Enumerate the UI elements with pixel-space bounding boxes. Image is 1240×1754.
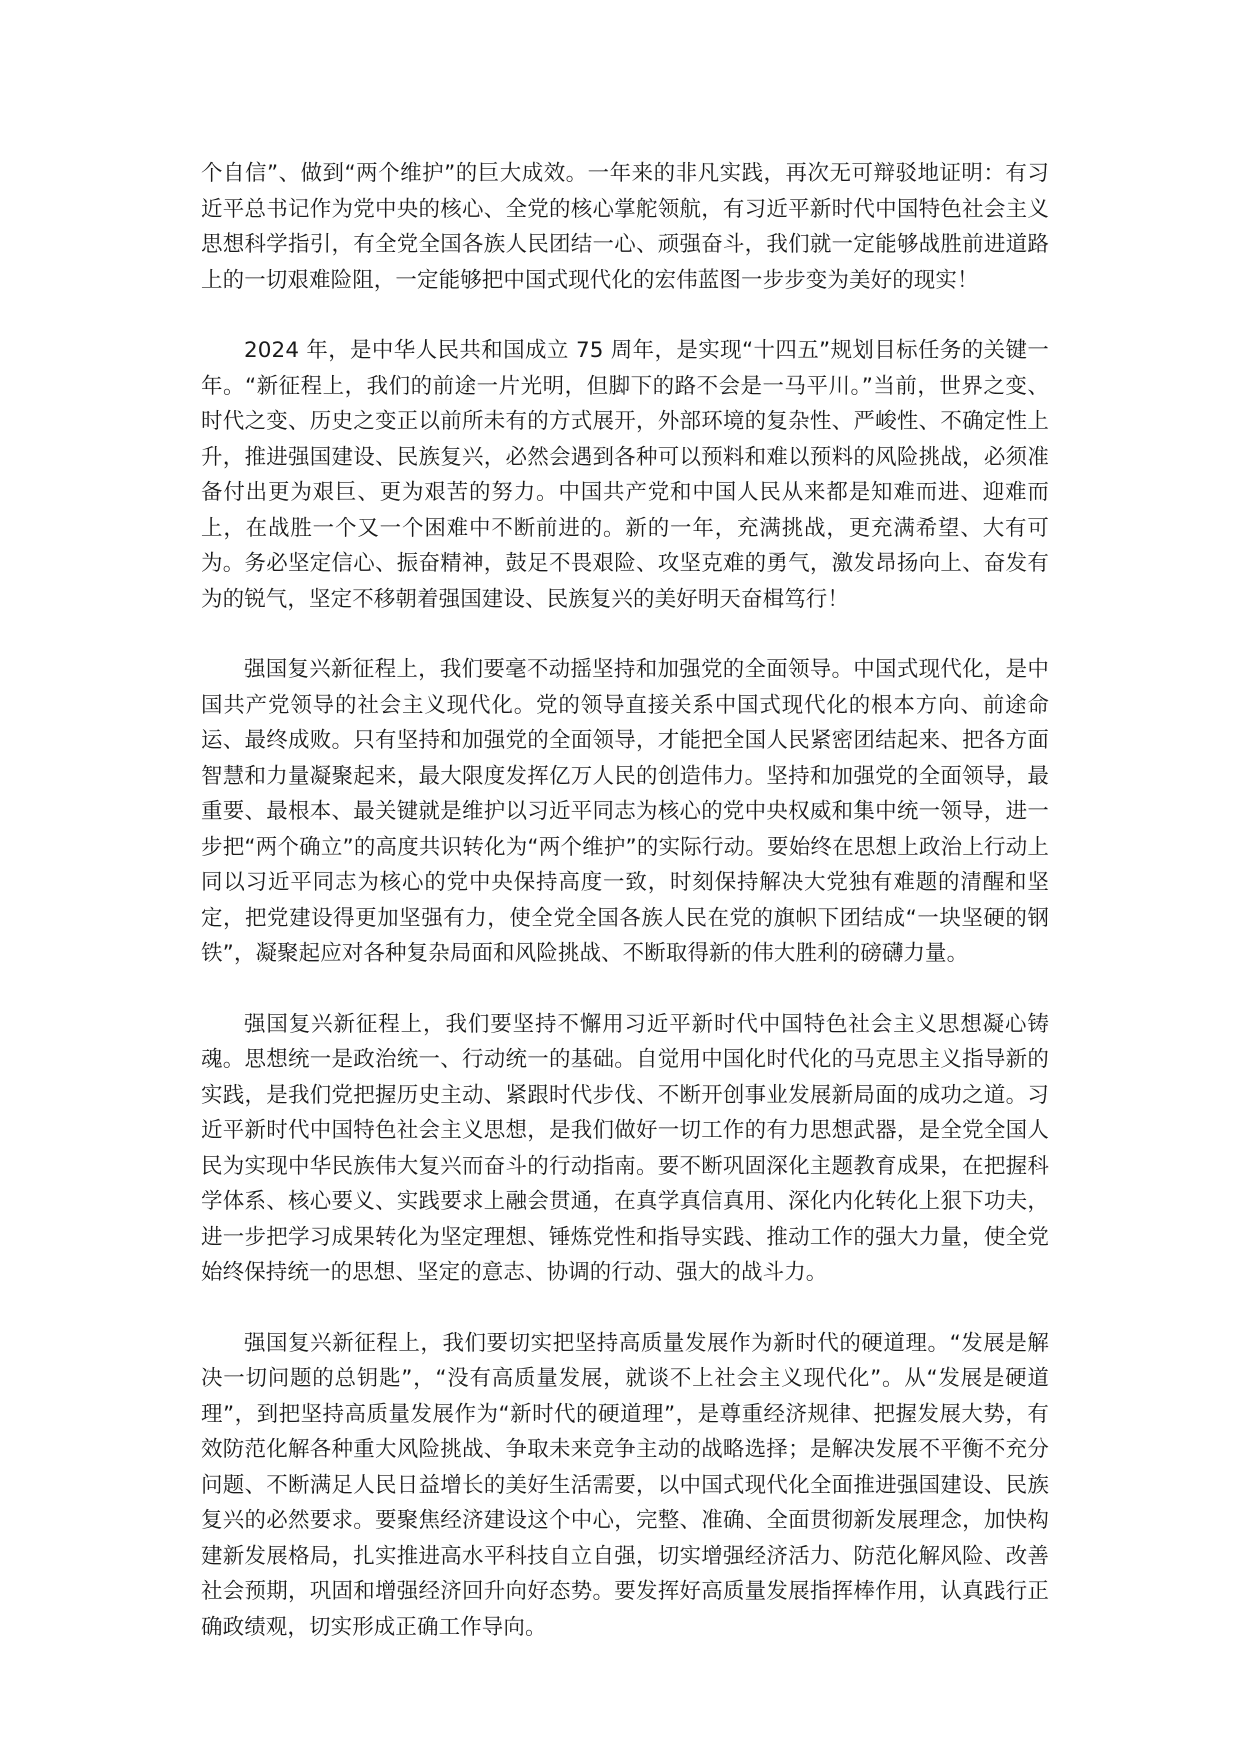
paragraph: 强国复兴新征程上，我们要坚持不懈用习近平新时代中国特色社会主义思想凝心铸魂。思想统一是政治统一、行动统一的基础。自觉用中国化时代化的马克思主义指导新的实践，是我们党把握历史主动、紧跟时代步伐、不断开创事业发展新局面的成功之道。习近平新时代中国特色社会主义思想，是我们做好一切工作的有力思想武器，是全党全国人民为实现中华民族伟大复兴而奋斗的行动指南。要不断巩固深化主题教育成果，在把握科学体系、核心要义、实践要求上融会贯通，在真学真信真用、深化内化转化上狠下功夫，进一步把学习成果转化为坚定理想、锤炼党性和指导实践、推动工作的强大力量，使全党始终保持统一的思想、坚定的意志、协调的行动、强大的战斗力。 xyxy=(201,1011,1049,1285)
paragraph: 2024 年，是中华人民共和国成立 75 周年，是实现“十四五”规划目标任务的关键一年。“新征程上，我们的前途一片光明，但脚下的路不会是一马平川。”当前，世界之变、时代之变、历史之变正以前所未有的方式展开，外部环境的复杂性、严峻性、不确定性上升，推进强国建设、民族复兴，必然会遇到各种可以预料和难以预料的风险挑战，必须准备付出更为艰巨、更为艰苦的努力。中国共产党和中国人民从来都是知难而进、迎难而上，在战胜一个又一个困难中不断前进的。新的一年，充满挑战，更充满希望、大有可为。务必坚定信心、振奋精神，鼓足不畏艰险、攻坚克难的勇气，激发昂扬向上、奋发有为的锐气，坚定不移朝着强国建设、民族复兴的美好明天奋楫笃行！ xyxy=(201,338,1049,612)
paragraph: 强国复兴新征程上，我们要切实把坚持高质量发展作为新时代的硬道理。“发展是解决一切问题的总钥匙”，“没有高质量发展，就谈不上社会主义现代化”。从“发展是硬道理”，到把坚持高质量发展作为“新时代的硬道理”，是尊重经济规律、把握发展大势，有效防范化解各种重大风险挑战、争取未来竞争主动的战略选择；是解决发展不平衡不充分问题、不断满足人民日益增长的美好生活需要，以中国式现代化全面推进强国建设、民族复兴的必然要求。要聚焦经济建设这个中心，完整、准确、全面贯彻新发展理念，加快构建新发展格局，扎实推进高水平科技自立自强，切实增强经济活力、防范化解风险、改善社会预期，巩固和增强经济回升向好态势。要发挥好高质量发展指挥棒作用，认真践行正确政绩观，切实形成正确工作导向。 xyxy=(201,1330,1049,1640)
document-body xyxy=(201,156,1049,1680)
paragraph-continuation: 个自信”、做到“两个维护”的巨大成效。一年来的非凡实践，再次无可辩驳地证明：有习近平总书记作为党中央的核心、全党的核心掌舵领航，有习近平新时代中国特色社会主义思想科学指引，有全党全国各族人民团结一心、顽强奋斗，我们就一定能够战胜前进道路上的一切艰难险阻，一定能够把中国式现代化的宏伟蓝图一步步变为美好的现实！ xyxy=(201,161,1049,293)
paragraph: 强国复兴新征程上，我们要毫不动摇坚持和加强党的全面领导。中国式现代化，是中国共产党领导的社会主义现代化。党的领导直接关系中国式现代化的根本方向、前途命运、最终成败。只有坚持和加强党的全面领导，才能把全国人民紧密团结起来、把各方面智慧和力量凝聚起来，最大限度发挥亿万人民的创造伟力。坚持和加强党的全面领导，最重要、最根本、最关键就是维护以习近平同志为核心的党中央权威和集中统一领导，进一步把“两个确立”的高度共识转化为“两个维护”的实际行动。要始终在思想上政治上行动上同以习近平同志为核心的党中央保持高度一致，时刻保持解决大党独有难题的清醒和坚定，把党建设得更加坚强有力，使全党全国各族人民在党的旗帜下团结成“一块坚硬的钢铁”，凝聚起应对各种复杂局面和风险挑战、不断取得新的伟大胜利的磅礴力量。 xyxy=(201,657,1049,966)
